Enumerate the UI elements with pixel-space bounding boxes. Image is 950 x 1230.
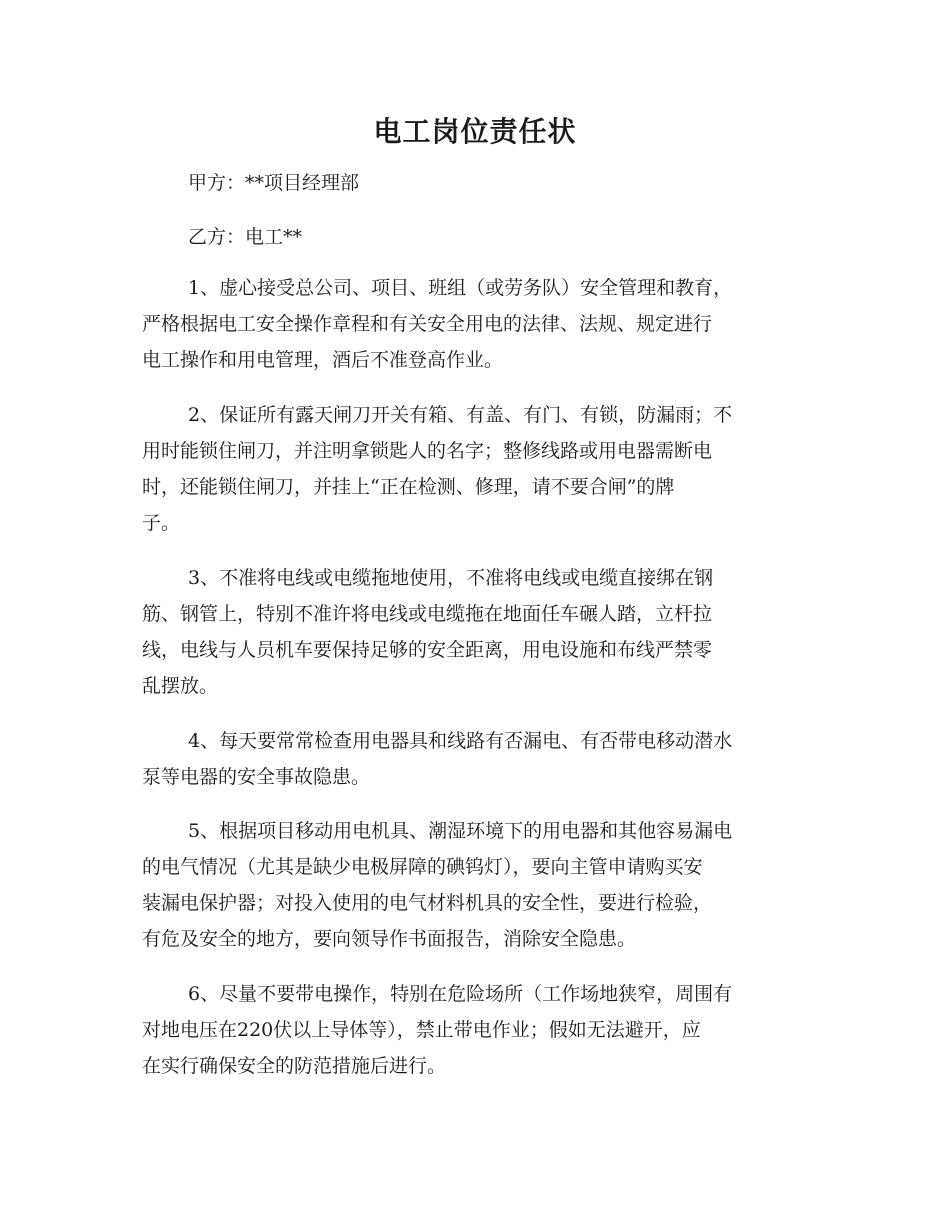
clause-line: 乱摆放。 [142, 675, 219, 697]
clause-3 [142, 560, 806, 704]
clause-line: 子。 [142, 512, 181, 534]
document-title: 电工岗位责任状 [373, 115, 577, 148]
clause-line: 在实行确保安全的防范措施后进行。 [142, 1055, 447, 1077]
clause-line: 4、每天要常常检查用电器具和线路有否漏电、有否带电移动潜水 [188, 730, 733, 752]
clause-line: 用时能锁住闸刀，并注明拿锁匙人的名字；整修线路或用电器需断电 [142, 440, 713, 462]
clause-line: 电工操作和用电管理，酒后不准登高作业。 [142, 349, 504, 371]
clause-line: 1、虚心接受总公司、项目、班组（或劳务队）安全管理和教育， [188, 277, 733, 299]
party-b: 乙方：电工** [188, 226, 303, 248]
clause-line: 时，还能锁住闸刀，并挂上“正在检测、修理，请不要合闸”的牌 [142, 476, 675, 498]
clause-line: 严格根据电工安全操作章程和有关安全用电的法律、法规、规定进行 [142, 313, 713, 335]
clause-line: 泵等电器的安全事故隐患。 [142, 766, 371, 788]
clause-line: 对地电压在220伏以上导体等），禁止带电作业；假如无法避开，应 [142, 1019, 701, 1041]
clause-line: 2、保证所有露天闸刀开关有箱、有盖、有门、有锁，防漏雨；不 [188, 404, 733, 426]
clause-2 [142, 397, 806, 541]
clause-line: 6、尽量不要带电操作，特别在危险场所（工作场地狭窄，周围有 [188, 983, 733, 1005]
clause-4 [142, 723, 806, 795]
clause-6 [142, 976, 806, 1084]
clause-line: 5、根据项目移动用电机具、潮湿环境下的用电器和其他容易漏电 [188, 820, 733, 842]
clause-line: 3、不准将电线或电缆拖地使用，不准将电线或电缆直接绑在钢 [188, 567, 714, 589]
party-a: 甲方：**项目经理部 [188, 172, 360, 194]
clause-1 [142, 270, 806, 378]
clause-line: 的电气情况（尤其是缺少电极屏障的碘钨灯），要向主管申请购买安 [142, 856, 703, 878]
clause-line: 装漏电保护器；对投入使用的电气材料机具的安全性，要进行检验， [142, 892, 713, 914]
clause-line: 有危及安全的地方，要向领导作书面报告，消除安全隐患。 [142, 928, 637, 950]
clause-5 [142, 813, 806, 957]
clause-line: 线，电线与人员机车要保持足够的安全距离，用电设施和布线严禁零 [142, 639, 713, 661]
clause-line: 筋、钢管上，特别不准许将电线或电缆拖在地面任车碾人踏，立杆拉 [142, 603, 713, 625]
